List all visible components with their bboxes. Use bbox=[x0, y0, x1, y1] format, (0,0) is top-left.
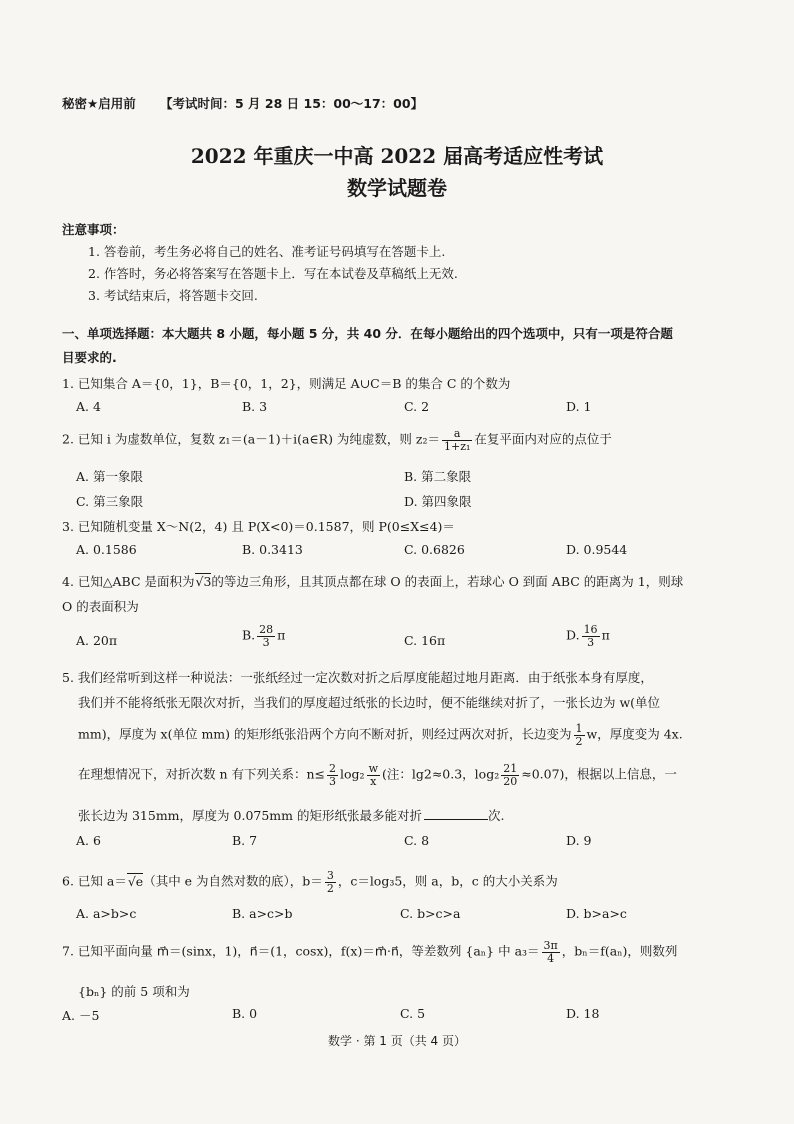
q2-frac-num: a bbox=[442, 428, 472, 441]
q3-option-a: A. 0.1586 bbox=[76, 542, 137, 557]
section-heading: 一、单项选择题：本大题共 8 小题，每小题 5 分，共 40 分．在每小题给出的四个选项中，只有一项是符合题 bbox=[62, 326, 673, 341]
section-heading-cont: 目要求的. bbox=[62, 350, 117, 365]
notice-item: 1. 答卷前，考生务必将自己的姓名、准考证号码填写在答题卡上. bbox=[88, 244, 446, 259]
q4-d-fraction bbox=[582, 624, 600, 648]
q2-stem-b: 在复平面内对应的点位于 bbox=[474, 431, 612, 447]
q7-option-a: A. －5 bbox=[62, 1008, 100, 1023]
q3-option-d: D. 0.9544 bbox=[566, 542, 628, 557]
question-7-stem-line2: {bₙ} 的前 5 项和为 bbox=[78, 984, 190, 999]
q5-l4-frac2 bbox=[367, 763, 380, 787]
question-6-stem bbox=[62, 870, 558, 894]
q5-l4-frac2-den: x bbox=[370, 774, 377, 788]
q1-option-a: A. 4 bbox=[76, 399, 101, 414]
q5-l5-text: 张长边为 315mm，厚度为 0.075mm 的矩形纸张最多能对折 bbox=[78, 808, 422, 823]
q7-frac-num: 3π bbox=[543, 939, 558, 952]
notice-item: 2. 作答时，务必将答案写在答题卡上．写在本试卷及草稿纸上无效. bbox=[88, 266, 458, 281]
q5-l4-b: log₂ bbox=[340, 766, 365, 782]
q5-l3-den: 2 bbox=[575, 734, 583, 748]
q6-option-d: D. b>a>c bbox=[566, 906, 627, 921]
q3-option-c: C. 0.6826 bbox=[404, 542, 465, 557]
question-4-stem bbox=[62, 572, 683, 590]
q6-sqrt: √e bbox=[127, 873, 144, 889]
q5-option-a: A. 6 bbox=[76, 833, 101, 848]
q2-fraction bbox=[442, 428, 472, 452]
q5-option-b: B. 7 bbox=[232, 833, 258, 848]
q5-l3-fraction bbox=[574, 723, 585, 747]
notice-item: 3. 考试结束后，将答题卡交回. bbox=[88, 288, 258, 303]
q4-d-num: 16 bbox=[583, 623, 598, 636]
q4-b-prefix: B. bbox=[242, 627, 256, 643]
q1-option-c: C. 2 bbox=[404, 399, 430, 414]
question-5-line1: 5. 我们经常听到这样一种说法：一张纸经过一定次数对折之后厚度能超过地月距离．由于纸张本身有厚度， bbox=[62, 670, 653, 685]
q5-option-c: C. 8 bbox=[404, 833, 430, 848]
q1-option-d: D. 1 bbox=[566, 399, 592, 414]
q5-l3-b: w，厚度变为 4x. bbox=[586, 726, 683, 742]
q4-b-den: 3 bbox=[262, 635, 270, 649]
q4-stem-a: 4. 已知△ABC 是面积为 bbox=[62, 574, 195, 589]
q5-l4-frac1-den: 3 bbox=[329, 774, 337, 788]
q7-option-b: B. 0 bbox=[232, 1006, 258, 1021]
question-2-stem bbox=[62, 428, 612, 452]
q5-l4-d: ≈0.07)，根据以上信息，一 bbox=[521, 766, 677, 782]
question-3-stem: 3. 已知随机变量 X～N(2，4) 且 P(X<0)＝0.1587，则 P(0≤X≤4)＝ bbox=[62, 519, 455, 534]
q6-stem-c: ，c＝log₃5，则 a，b，c 的大小关系为 bbox=[337, 873, 558, 889]
q4-option-d bbox=[566, 624, 610, 648]
q2-option-b: B. 第二象限 bbox=[404, 469, 472, 484]
q7-option-c: C. 5 bbox=[400, 1006, 426, 1021]
q6-stem-b: （其中 e 为自然对数的底），b＝ bbox=[143, 873, 323, 889]
q2-option-a: A. 第一象限 bbox=[76, 469, 143, 484]
q4-option-b bbox=[242, 624, 285, 648]
q5-option-d: D. 9 bbox=[566, 833, 592, 848]
q6-option-b: B. a>c>b bbox=[232, 906, 293, 921]
q7-fraction bbox=[542, 940, 560, 964]
q4-option-c: C. 16π bbox=[404, 633, 446, 648]
q5-l4-frac3-den: 20 bbox=[503, 774, 518, 788]
q4-d-prefix: D. bbox=[566, 627, 580, 643]
q5-l3-num: 1 bbox=[575, 722, 583, 735]
q5-l4-c: (注：lg2≈0.3，log₂ bbox=[382, 766, 500, 782]
q4-option-a: A. 20π bbox=[76, 633, 118, 648]
q4-d-den: 3 bbox=[587, 635, 595, 649]
q7-stem-a: 7. 已知平面向量 m⃗＝(sinx，1)，n⃗＝(1，cosx)，f(x)＝m⃗·n⃗，等差数列 {aₙ} 中 a₃＝ bbox=[62, 943, 540, 959]
q6-option-c: C. b>c>a bbox=[400, 906, 461, 921]
q4-d-suffix: π bbox=[601, 627, 610, 643]
q5-l5-end: 次. bbox=[487, 808, 505, 823]
q2-frac-den: 1+z₁ bbox=[444, 439, 471, 453]
q5-l4-frac1-num: 2 bbox=[329, 762, 337, 775]
q5-l3-a: mm)，厚度为 x(单位 mm) 的矩形纸张沿两个方向不断对折，则经过两次对折，长边变为 bbox=[78, 726, 572, 742]
question-5-line3 bbox=[78, 723, 683, 747]
q3-option-b: B. 0.3413 bbox=[242, 542, 303, 557]
q5-l4-frac3 bbox=[501, 763, 519, 787]
question-5-line2: 我们并不能将纸张无限次对折，当我们的厚度超过纸张的长边时，便不能继续对折了，一张长边为 w(单位 bbox=[78, 695, 661, 710]
confidential-label: 秘密★启用前 bbox=[62, 96, 136, 111]
q7-option-d: D. 18 bbox=[566, 1006, 600, 1021]
q7-frac-den: 4 bbox=[547, 951, 555, 965]
q4-b-suffix: π bbox=[277, 627, 286, 643]
q2-option-d: D. 第四象限 bbox=[404, 494, 472, 509]
question-5-line5 bbox=[78, 806, 504, 824]
q6-fraction bbox=[325, 870, 336, 894]
question-5-line4 bbox=[78, 763, 677, 787]
q5-l4-frac1 bbox=[327, 763, 338, 787]
exam-subtitle: 数学试题卷 bbox=[347, 176, 447, 200]
q6-stem-a: 6. 已知 a＝ bbox=[62, 873, 127, 889]
answer-blank bbox=[424, 819, 488, 820]
q6-frac-den: 2 bbox=[326, 881, 334, 895]
q4-stem-b: 的等边三角形，且其顶点都在球 O 的表面上，若球心 O 到面 ABC 的距离为 1，则球 bbox=[211, 574, 684, 589]
question-7-stem bbox=[62, 940, 677, 964]
q4-b-num: 28 bbox=[259, 623, 274, 636]
q7-stem-b: ，bₙ＝f(aₙ)，则数列 bbox=[561, 943, 678, 959]
q2-option-c: C. 第三象限 bbox=[76, 494, 144, 509]
exam-title: 2022 年重庆一中高 2022 届高考适应性考试 bbox=[190, 144, 604, 168]
q4-sqrt: √3 bbox=[195, 574, 212, 589]
question-4-stem-line2: O 的表面积为 bbox=[62, 599, 139, 614]
notice-heading: 注意事项： bbox=[62, 222, 125, 237]
q4-b-fraction bbox=[257, 624, 275, 648]
exam-time: 【考试时间：5 月 28 日 15：00～17：00】 bbox=[160, 96, 424, 111]
q2-stem-a: 2. 已知 i 为虚数单位，复数 z₁＝(a－1)＋i(a∈R) 为纯虚数，则 z₂＝ bbox=[62, 431, 440, 447]
q6-frac-num: 3 bbox=[326, 869, 334, 882]
q1-option-b: B. 3 bbox=[242, 399, 268, 414]
q6-option-a: A. a>b>c bbox=[76, 906, 137, 921]
page-footer: 数学 · 第 1 页（共 4 页） bbox=[328, 1034, 466, 1048]
question-1-stem: 1. 已知集合 A＝{0，1}，B＝{0，1，2}，则满足 A∪C＝B 的集合 C 的个数为 bbox=[62, 376, 511, 391]
q5-l4-a: 在理想情况下，对折次数 n 有下列关系：n≤ bbox=[78, 766, 326, 782]
q5-l4-frac2-num: w bbox=[368, 762, 378, 775]
q5-l4-frac3-num: 21 bbox=[503, 762, 518, 775]
